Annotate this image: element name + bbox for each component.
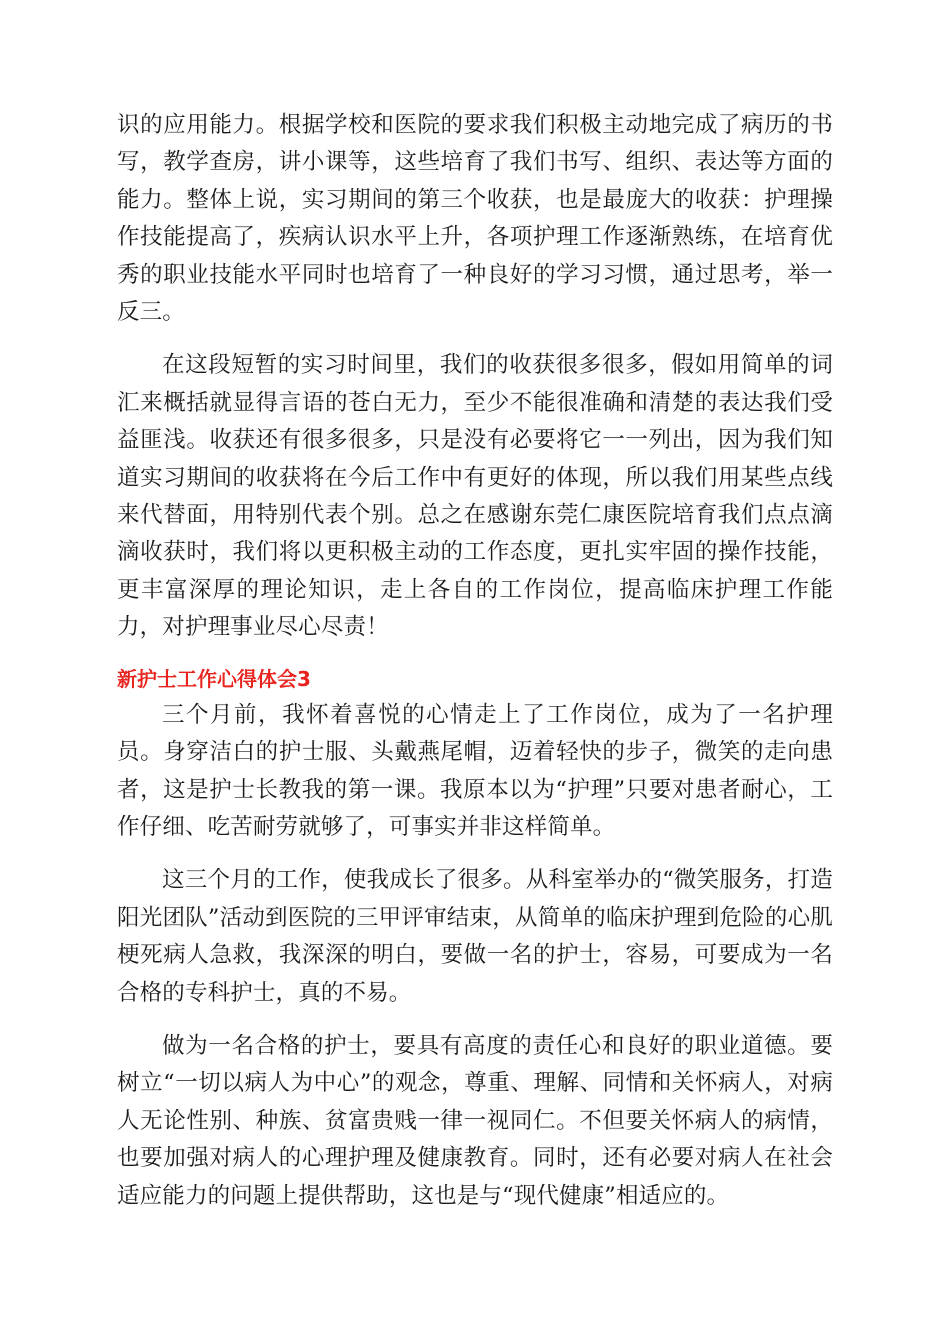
body-paragraph: 在这段短暂的实习时间里，我们的收获很多很多，假如用简单的词汇来概括就显得言语的苍白无力，至少不能很准确和清楚的表达我们受益匪浅。收获还有很多很多，只是没有必要将它一一列出，因为我们知道实习期间的收获将在今后工作中有更好的体现，所以我们用某些点线来代替面，用特别代表个别。总之在感谢东莞仁康医院培育我们点点滴滴收获时，我们将以更积极主动的工作态度，更扎实牢固的操作技能，更丰富深厚的理论知识，走上各自的工作岗位，提高临床护理工作能力，对护理事业尽心尽责！ bbox=[117, 352, 833, 641]
body-paragraph: 做为一名合格的护士，要具有高度的责任心和良好的职业道德。要树立“一切以病人为中心”的观念，尊重、理解、同情和关怀病人，对病人无论性别、种族、贫富贵贱一律一视同仁。不但要关怀病人的病情，也要加强对病人的心理护理及健康教育。同时，还有必要对病人在社会适应能力的问题上提供帮助，这也是与“现代健康”相适应的。 bbox=[117, 1032, 833, 1209]
body-paragraph: 三个月前，我怀着喜悦的心情走上了工作岗位，成为了一名护理员。身穿洁白的护士服、头戴燕尾帽，迈着轻快的步子，微笑的走向患者，这是护士长教我的第一课。我原本以为“护理”只要对患者耐心，工作仔细、吃苦耐劳就够了，可事实并非这样简单。 bbox=[117, 701, 833, 840]
body-paragraph: 识的应用能力。根据学校和医院的要求我们积极主动地完成了病历的书写，教学查房，讲小课等，这些培育了我们书写、组织、表达等方面的能力。整体上说，实习期间的第三个收获，也是最庞大的收获：护理操作技能提高了，疾病认识水平上升，各项护理工作逐渐熟练，在培育优秀的职业技能水平同时也培育了一种良好的学习习惯，通过思考，举一反三。 bbox=[117, 112, 833, 326]
body-paragraph: 这三个月的工作，使我成长了很多。从科室举办的“微笑服务，打造阳光团队”活动到医院的三甲评审结束，从简单的临床护理到危险的心肌梗死病人急救，我深深的明白，要做一名的护士，容易，可要成为一名合格的专科护士，真的不易。 bbox=[117, 867, 833, 1006]
document-page bbox=[117, 107, 833, 1215]
section-heading: 新护士工作心得体会3 bbox=[117, 666, 311, 691]
